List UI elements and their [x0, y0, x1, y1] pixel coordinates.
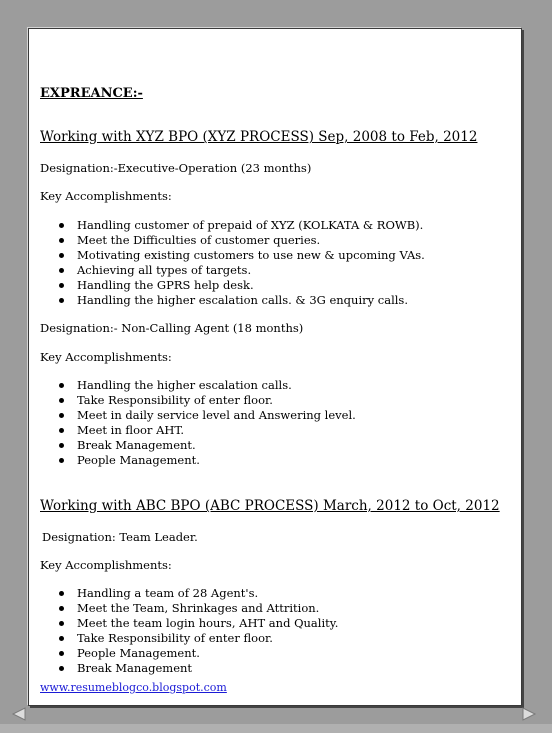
- list-item: Achieving all types of targets.: [55, 263, 425, 278]
- list-item: Meet the Team, Shrinkages and Attrition.: [55, 601, 338, 616]
- bullet-dot-icon: [59, 398, 64, 403]
- bullet-dot-icon: [59, 383, 64, 388]
- job-2-title: Working with ABC BPO (ABC PROCESS) March, 2012 to Oct, 2012: [40, 498, 500, 514]
- list-item: Handling the higher escalation calls. & 3G enquiry calls.: [55, 293, 425, 308]
- list-item: Meet the Difficulties of customer queries.: [55, 233, 425, 248]
- job-1-role-1-key-accomplishments-label: Key Accomplishments:: [40, 189, 172, 203]
- bullet-dot-icon: [59, 253, 64, 258]
- job-2-role-1-accomplishments-list: [55, 586, 338, 676]
- job-1-role-1-designation: Designation:-Executive-Operation (23 months): [40, 161, 312, 175]
- list-item: Break Management: [55, 661, 338, 676]
- job-1-role-1-accomplishments-list: [55, 218, 425, 308]
- list-item: Take Responsibility of enter floor.: [55, 631, 338, 646]
- list-item: People Management.: [55, 646, 338, 661]
- list-item: Meet in floor AHT.: [55, 423, 356, 438]
- footer-website-link[interactable]: www.resumeblogco.blogspot.com: [40, 681, 227, 694]
- bullet-dot-icon: [59, 636, 64, 641]
- bullet-dot-icon: [59, 458, 64, 463]
- bullet-dot-icon: [59, 443, 64, 448]
- job-1-role-2-designation: Designation:- Non-Calling Agent (18 months): [40, 321, 304, 335]
- bullet-dot-icon: [59, 223, 64, 228]
- arrow-left-icon[interactable]: [10, 706, 28, 722]
- bullet-dot-icon: [59, 238, 64, 243]
- bullet-dot-icon: [59, 413, 64, 418]
- bullet-dot-icon: [59, 283, 64, 288]
- job-1-role-2-key-accomplishments-label: Key Accomplishments:: [40, 350, 172, 364]
- bullet-dot-icon: [59, 606, 64, 611]
- bullet-dot-icon: [59, 298, 64, 303]
- list-item: Handling a team of 28 Agent's.: [55, 586, 338, 601]
- list-item: Handling the GPRS help desk.: [55, 278, 425, 293]
- job-2-role-1-designation: Designation: Team Leader.: [42, 530, 198, 544]
- list-item: Meet in daily service level and Answering level.: [55, 408, 356, 423]
- bullet-dot-icon: [59, 268, 64, 273]
- job-2-role-1-key-accomplishments-label: Key Accomplishments:: [40, 558, 172, 572]
- bullet-dot-icon: [59, 621, 64, 626]
- bullet-dot-icon: [59, 651, 64, 656]
- list-item: Break Management.: [55, 438, 356, 453]
- list-item: Handling customer of prepaid of XYZ (KOLKATA & ROWB).: [55, 218, 425, 233]
- resume-page: [28, 28, 522, 706]
- list-item: Take Responsibility of enter floor.: [55, 393, 356, 408]
- horizontal-scrollbar-track[interactable]: [0, 724, 552, 733]
- job-1-title: Working with XYZ BPO (XYZ PROCESS) Sep, 2008 to Feb, 2012: [40, 129, 478, 145]
- list-item: Motivating existing customers to use new & upcoming VAs.: [55, 248, 425, 263]
- list-item: Meet the team login hours, AHT and Quality.: [55, 616, 338, 631]
- job-1-role-2-accomplishments-list: [55, 378, 356, 468]
- bullet-dot-icon: [59, 428, 64, 433]
- list-item: Handling the higher escalation calls.: [55, 378, 356, 393]
- experience-heading: EXPREANCE:-: [40, 86, 143, 101]
- bullet-dot-icon: [59, 666, 64, 671]
- list-item: People Management.: [55, 453, 356, 468]
- arrow-right-icon[interactable]: [520, 706, 538, 722]
- bullet-dot-icon: [59, 591, 64, 596]
